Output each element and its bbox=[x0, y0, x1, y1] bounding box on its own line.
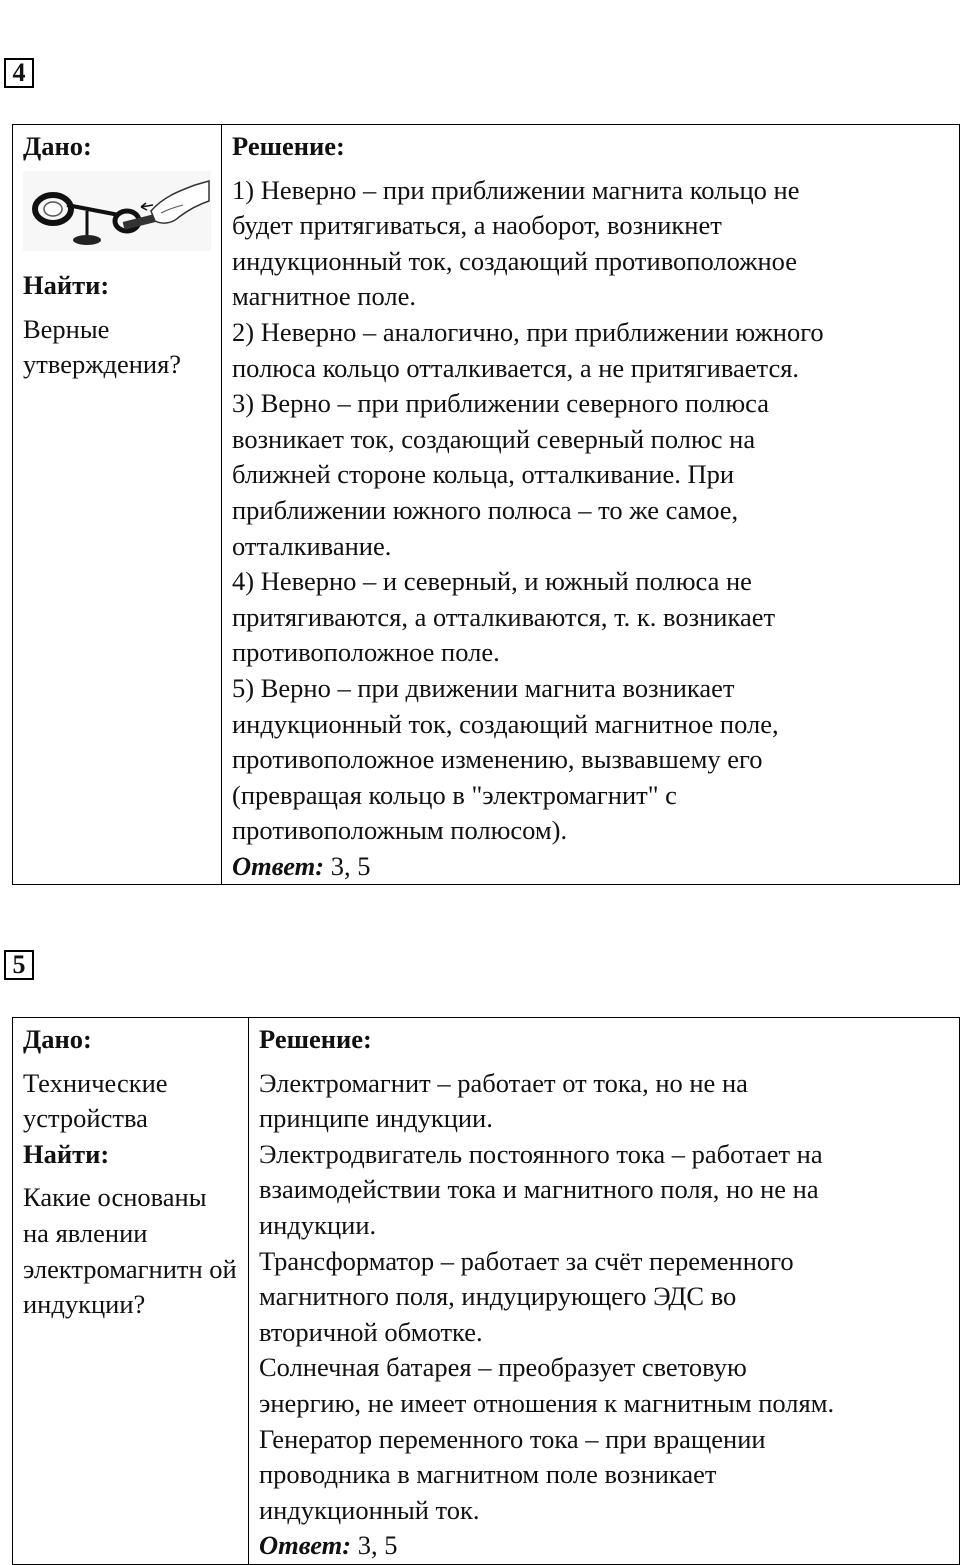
solution-line: отталкивание. bbox=[232, 530, 392, 561]
solution-line: 1) Неверно – при приближении магнита кольцо не bbox=[232, 174, 800, 205]
solution-line: противоположное изменению, вызвавшему его bbox=[232, 744, 763, 775]
solution-line: Электродвигатель постоянного тока – работает на bbox=[259, 1138, 823, 1169]
solution-line: индукционный ток. bbox=[259, 1494, 480, 1525]
solution-line: принципе индукции. bbox=[259, 1103, 493, 1134]
find-label: Найти: bbox=[23, 270, 110, 301]
solution-text bbox=[259, 1066, 949, 1529]
solution-line: возникает ток, создающий северный полюс на bbox=[232, 423, 756, 454]
solution-label: Решение: bbox=[232, 131, 345, 161]
task-5-given-cell bbox=[13, 1018, 249, 1565]
solution-line: ближней стороне кольца, отталкивание. При bbox=[232, 459, 735, 490]
given-label: Дано: bbox=[23, 1024, 92, 1054]
solution-line: 4) Неверно – и северный, и южный полюса не bbox=[232, 566, 752, 597]
answer bbox=[259, 1528, 949, 1564]
solution-line: 3) Верно – при приближении северного полюса bbox=[232, 388, 769, 419]
solution-line: притягиваются, а отталкиваются, т. к. возникает bbox=[232, 601, 776, 632]
solution-line: индукционный ток, создающий противоположное bbox=[232, 245, 798, 276]
magnet-ring-illustration bbox=[23, 171, 211, 251]
given-label: Дано: bbox=[23, 131, 92, 161]
solution-line: индукции. bbox=[259, 1209, 377, 1240]
task-number-4: 4 bbox=[4, 58, 34, 88]
solution-line: Генератор переменного тока – при вращении bbox=[259, 1423, 766, 1454]
solution-line: приближении южного полюса – то же самое, bbox=[232, 494, 739, 525]
task-4-solution-cell bbox=[222, 125, 960, 885]
solution-line: противоположным полюсом). bbox=[232, 815, 568, 846]
answer-label: Ответ: bbox=[259, 1530, 352, 1561]
solution-line: индукционный ток, создающий магнитное поле, bbox=[232, 708, 779, 739]
solution-line: (превращая кольцо в "электромагнит" с bbox=[232, 779, 677, 810]
answer bbox=[232, 849, 949, 885]
solution-line: 2) Неверно – аналогично, при приближении южного bbox=[232, 316, 824, 347]
task-number-5: 5 bbox=[4, 950, 34, 980]
task-5-table bbox=[12, 1017, 960, 1565]
solution-label: Решение: bbox=[259, 1024, 372, 1054]
answer-label: Ответ: bbox=[232, 850, 325, 881]
solution-line: будет притягиваться, а наоборот, возникнет bbox=[232, 210, 722, 241]
find-text: Верные утверждения? bbox=[23, 313, 182, 380]
answer-value: 3, 5 bbox=[351, 1530, 398, 1561]
solution-line: Электромагнит – работает от тока, но не на bbox=[259, 1067, 748, 1098]
task-4-given-cell bbox=[13, 125, 222, 885]
task-4-table bbox=[12, 124, 960, 885]
task-5-solution-cell bbox=[249, 1018, 960, 1565]
solution-line: противоположное поле. bbox=[232, 637, 500, 668]
solution-line: 5) Верно – при движении магнита возникает bbox=[232, 672, 735, 703]
solution-line: вторичной обмотке. bbox=[259, 1316, 483, 1347]
solution-line: Трансформатор – работает за счёт переменного bbox=[259, 1245, 794, 1276]
solution-line: энергию, не имеет отношения к магнитным полям. bbox=[259, 1387, 835, 1418]
find-text: Какие основаны на явлении электромагнитн ой индукции? bbox=[23, 1182, 237, 1320]
given-text: Технические устройства bbox=[23, 1067, 168, 1134]
solution-line: взаимодействии тока и магнитного поля, но не на bbox=[259, 1174, 819, 1205]
solution-line: магнитного поля, индуцирующего ЭДС во bbox=[259, 1281, 737, 1312]
answer-value: 3, 5 bbox=[324, 850, 371, 881]
solution-line: Солнечная батарея – преобразует световую bbox=[259, 1352, 747, 1383]
solution-line: проводника в магнитном поле возникает bbox=[259, 1459, 717, 1490]
solution-line: магнитное поле. bbox=[232, 281, 416, 312]
magnet-ring-figure bbox=[23, 171, 211, 261]
solution-text bbox=[232, 173, 949, 849]
solution-line: полюса кольцо отталкивается, а не притягивается. bbox=[232, 352, 800, 383]
find-label: Найти: bbox=[23, 1138, 110, 1169]
